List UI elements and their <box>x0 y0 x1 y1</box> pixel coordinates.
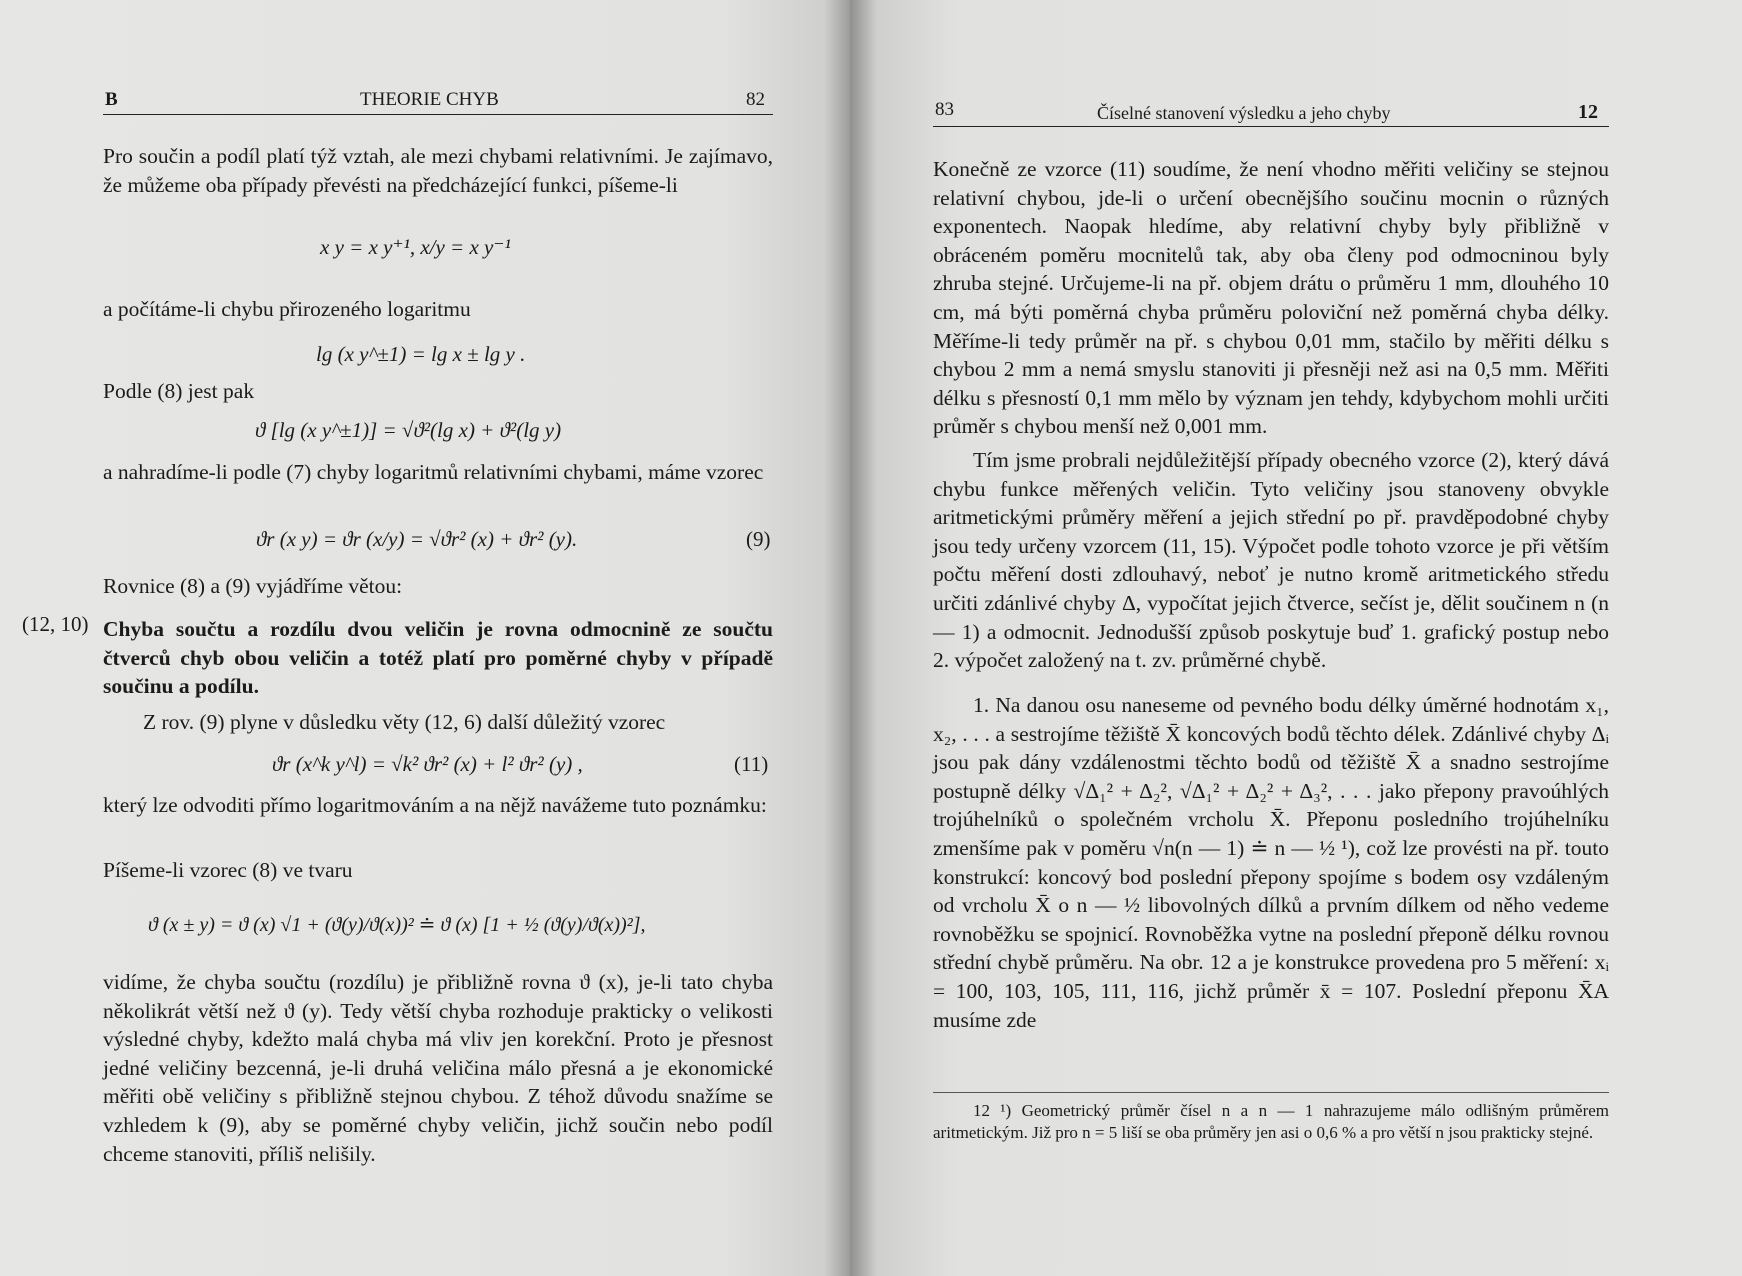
paragraph: který lze odvoditi přímo logaritmováním a na nějž navážeme tuto poznámku: <box>103 793 767 817</box>
paragraph: a počítáme-li chybu přirozeného logaritmu <box>103 297 471 321</box>
section-letter: B <box>105 89 118 110</box>
running-title: THEORIE CHYB <box>360 89 499 110</box>
paragraph: Konečně ze vzorce (11) soudíme, že není vhodno měřiti veličiny se stejnou relativní chybou, jde-li o určení obecnějšího součinu mocnin o různých exponentech. Naopak hledíme, aby relativní chyby byly přibližně v obráceném poměru mocnitelů tak, aby oba členy pod odmocninou byly zhruba stejné. Určujeme-li na př. objem drátu o průměru 1 mm, dlouhého 10 cm, má býti poměrná chyba průměru poloviční než poměrná chyba délky. Měříme-li tedy průměr na př. s chybou 0,01 mm, stačilo by měřiti délku s chybou 2 mm a nemá smyslu stanoviti ji přesněji než asi na 0,5 mm. Měřiti délku s přesností 0,1 mm mělo by význam jen tehdy, kdybychom mohli určiti průměr s chybou menší než 0,001 mm. <box>933 157 1609 439</box>
footnote-rule <box>933 1092 1609 1093</box>
paragraph: Píšeme-li vzorec (8) ve tvaru <box>103 858 353 882</box>
paragraph: Z rov. (9) plyne v důsledku věty (12, 6) další důležitý vzorec <box>143 710 666 734</box>
running-title: Číselné stanovení výsledku a jeho chyby <box>1097 103 1391 123</box>
formula: ϑ (x ± y) = ϑ (x) √1 + (ϑ(y)/ϑ(x))² ≐ ϑ (x) [1 + ½ (ϑ(y)/ϑ(x))²], <box>148 914 646 936</box>
paragraph: Rovnice (8) a (9) vyjádříme větou: <box>103 574 403 598</box>
theorem: Chyba součtu a rozdílu dvou veličin je rovna odmocnině ze součtu čtverců chyb obou veličin a totéž platí pro poměrné chyby v případě součinu a podílu. <box>103 617 773 699</box>
section-number: 12 <box>1578 101 1598 123</box>
theorem-ref: (12, 10) <box>22 612 89 636</box>
header-rule <box>933 126 1609 127</box>
equation-number: (11) <box>734 752 769 776</box>
paragraph: a nahradíme-li podle (7) chyby logaritmů relativními chybami, máme vzorec <box>103 460 764 484</box>
page-number: 82 <box>746 89 765 110</box>
paragraph: 1. Na danou osu naneseme od pevného bodu délky úměrné hodnotám x₁, x₂, . . . a sestrojíme těžiště X̄ koncových bodů těchto délek. Zdánlivé chyby Δᵢ jsou pak dány vzdálenostmi těchto bodů od těžiště X̄ a snadno sestrojíme postupně délky √Δ₁² + Δ₂², √Δ₁² + Δ₂² + Δ₃², . . . jako přepony pravoúhlých trojúhelníků o společném vrcholu X̄. Přeponu posledního trojúhelníku zmenšíme pak v poměru √n(n — 1) ≐ n — ½ ¹), což lze provésti na př. touto konstrukcí: koncový bod poslední přepony spojíme s bodem osy vzdáleným od vrcholu X̄ o n — ½ libovolných dílků a prvním dílkem od něho vedeme rovnoběžku se spojnicí. Rovnoběžka vytne na poslední přeponě délku rovnou střední chybě průměru. Na obr. 12 a je konstrukce provedena pro 5 měření: xᵢ = 100, 103, 105, 111, 116, jichž průměr x̄ = 107. Poslední přeponu X̄A musíme zde <box>933 693 1609 1032</box>
left-page <box>0 0 850 1276</box>
formula: x y = x y⁺¹, x/y = x y⁻¹ <box>320 235 511 259</box>
formula: ϑr (x^k y^l) = √k² ϑr² (x) + l² ϑr² (y) , <box>272 752 583 776</box>
page-number: 83 <box>935 99 954 120</box>
formula: ϑr (x y) = ϑr (x/y) = √ϑr² (x) + ϑr² (y). <box>256 527 578 551</box>
header-rule <box>103 114 773 115</box>
paragraph: Podle (8) jest pak <box>103 379 255 403</box>
equation-number: (9) <box>746 527 771 551</box>
paragraph: vidíme, že chyba součtu (rozdílu) je přibližně rovna ϑ (x), je-li tato chyba několikrát větší než ϑ (y). Tedy větší chyba rozhoduje prakticky o velikosti výsledné chyby, kdežto malá chyba má vliv jen korekční. Proto je přesnost jedné veličiny bezcenná, je-li druhá veličina málo přesná a je ekonomické měřiti obě veličiny s přibližně stejnou chybou. Z téhož důvodu snažíme se vzhledem k (9), aby se poměrné chyby veličin, jichž součin nebo podíl chceme stanoviti, příliš nelišily. <box>103 970 773 1166</box>
paragraph: Tím jsme probrali nejdůležitější případy obecného vzorce (2), který dává chybu funkce měřených veličin. Tyto veličiny jsou stanoveny obvykle aritmetickými průměry měření a jejich střední po př. pravděpodobné chyby jsou tedy určeny vzorcem (11, 15). Výpočet podle tohoto vzorce je při větším počtu měření dosti zdlouhavý, neboť je nutno kromě aritmetického středu určiti zdánlivé chyby Δ, vypočítat jejich čtverce, sečíst je, dělit součinem n (n — 1) a odmocnit. Jednodušší způsob poskytuje buď 1. grafický postup nebo 2. výpočet založený na t. zv. průměrné chybě. <box>933 448 1609 673</box>
footnote: 12 ¹) Geometrický průměr čísel n a n — 1 nahrazujeme málo odlišným průměrem aritmetickým. Již pro n = 5 liší se oba průměry jen asi o 0,6 % a pro větší n jsou prakticky stejné. <box>933 1101 1609 1142</box>
formula: ϑ [lg (x y^±1)] = √ϑ²(lg x) + ϑ²(lg y) <box>255 418 562 442</box>
formula: lg (x y^±1) = lg x ± lg y . <box>316 342 526 366</box>
paragraph: Pro součin a podíl platí týž vztah, ale mezi chybami relativními. Je zajímavo, že můžeme oba případy převésti na předcházející funkci, píšeme-li <box>103 144 773 197</box>
right-page <box>850 0 1742 1276</box>
